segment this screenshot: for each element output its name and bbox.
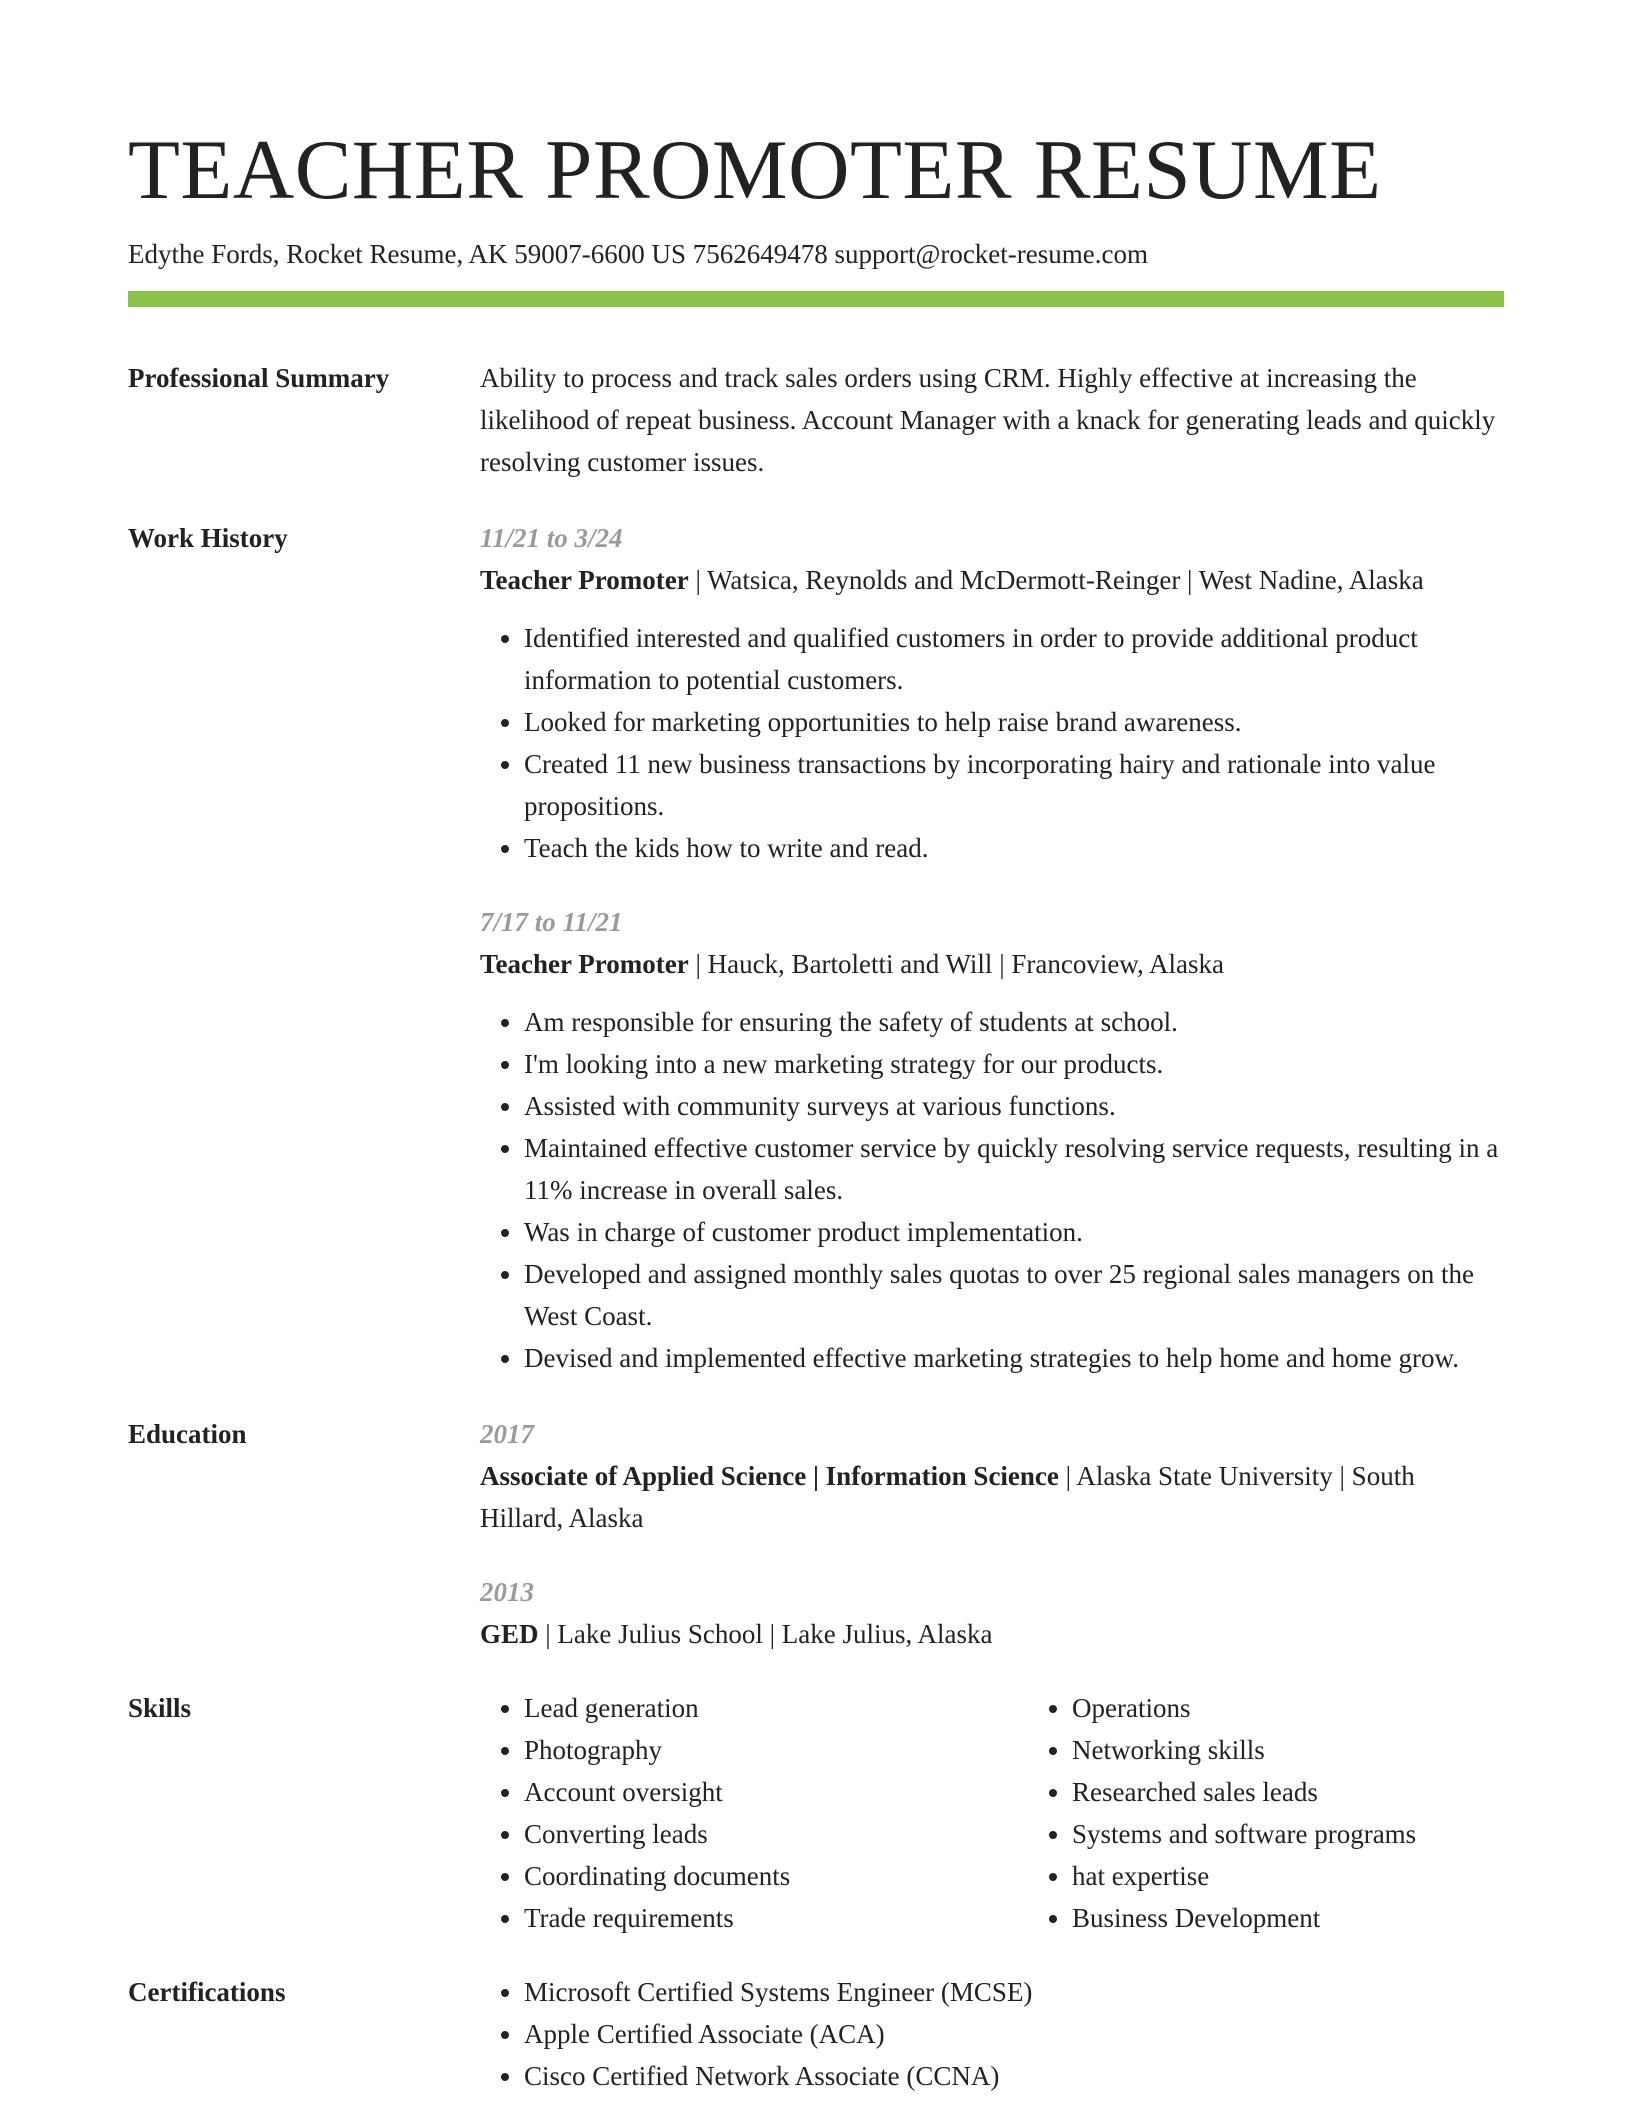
work-history-section xyxy=(128,517,1504,1379)
skill-item: • Coordinating documents xyxy=(524,1855,1028,1897)
header-divider xyxy=(128,291,1504,307)
skills-section xyxy=(128,1687,1504,1939)
job-bullet: • Teach the kids how to write and read. xyxy=(524,827,1504,869)
skills-grid xyxy=(480,1687,1576,1939)
job-title: Teacher Promoter xyxy=(480,949,689,979)
skill-item: • Operations xyxy=(1072,1687,1576,1729)
education-year: 2017 xyxy=(480,1419,534,1449)
job-bullets xyxy=(480,617,1504,869)
education-details: | Alaska State University | South Hillard, Alaska xyxy=(480,1461,1415,1533)
education-year: 2013 xyxy=(480,1577,534,1607)
job-heading xyxy=(480,943,1504,985)
certifications-list xyxy=(480,1971,1504,2097)
job-entry xyxy=(480,517,1504,869)
resume-page xyxy=(128,0,1504,2097)
skill-item: • Trade requirements xyxy=(524,1897,1028,1939)
summary-text: Ability to process and track sales orders using CRM. Highly effective at increasing the likelihood of repeat business. Account Manager with a knack for generating leads and quickly resolving customer issues. xyxy=(480,363,1496,477)
skill-item: • Business Development xyxy=(1072,1897,1576,1939)
education-heading xyxy=(480,1613,1504,1655)
job-bullet: • Devised and implemented effective marketing strategies to help home and home grow. xyxy=(524,1337,1504,1379)
certification-item: • Microsoft Certified Systems Engineer (MCSE) xyxy=(524,1971,1504,2013)
skill-item: • Photography xyxy=(524,1729,1028,1771)
education-entry xyxy=(480,1413,1504,1539)
skill-item: • Converting leads xyxy=(524,1813,1028,1855)
education-section xyxy=(128,1413,1504,1655)
job-dates: 11/21 to 3/24 xyxy=(480,523,623,553)
job-details: | Hauck, Bartoletti and Will | Francoview, Alaska xyxy=(688,949,1225,979)
job-bullet: • Maintained effective customer service by quickly resolving service requests, resulting in a 11% increase in overall sales. xyxy=(524,1127,1504,1211)
skill-item: • Networking skills xyxy=(1072,1729,1576,1771)
education-degree: GED xyxy=(480,1619,539,1649)
certifications-label: Certifications xyxy=(128,1977,286,2007)
job-heading xyxy=(480,559,1504,601)
job-bullet: • Looked for marketing opportunities to help raise brand awareness. xyxy=(524,701,1504,743)
skill-item: • Systems and software programs xyxy=(1072,1813,1576,1855)
education-heading xyxy=(480,1455,1504,1539)
work-history-label: Work History xyxy=(128,523,288,553)
skill-item: • Researched sales leads xyxy=(1072,1771,1576,1813)
job-bullet: • Created 11 new business transactions by incorporating hairy and rationale into value propositions. xyxy=(524,743,1504,827)
certification-item: • Cisco Certified Network Associate (CCNA) xyxy=(524,2055,1504,2097)
contact-line: Edythe Fords, Rocket Resume, AK 59007-6600 US 7562649478 support@rocket-resume.com xyxy=(128,239,1148,269)
skills-list-right xyxy=(1028,1687,1576,1939)
summary-label: Professional Summary xyxy=(128,363,390,393)
job-dates: 7/17 to 11/21 xyxy=(480,907,623,937)
education-details: | Lake Julius School | Lake Julius, Alaska xyxy=(538,1619,993,1649)
job-bullet: • Am responsible for ensuring the safety of students at school. xyxy=(524,1001,1504,1043)
skill-item: • hat expertise xyxy=(1072,1855,1576,1897)
skills-label: Skills xyxy=(128,1693,192,1723)
certification-item: • Apple Certified Associate (ACA) xyxy=(524,2013,1504,2055)
skill-item: • Lead generation xyxy=(524,1687,1028,1729)
resume-title: TEACHER PROMOTER RESUME xyxy=(128,123,1382,217)
job-bullet: • Developed and assigned monthly sales quotas to over 25 regional sales managers on the West Coast. xyxy=(524,1253,1504,1337)
job-bullet: • Was in charge of customer product implementation. xyxy=(524,1211,1504,1253)
certifications-section xyxy=(128,1971,1504,2097)
skill-item: • Account oversight xyxy=(524,1771,1028,1813)
job-bullets xyxy=(480,1001,1504,1379)
job-title: Teacher Promoter xyxy=(480,565,689,595)
summary-section xyxy=(128,357,1504,483)
education-entry xyxy=(480,1571,1504,1655)
job-details: | Watsica, Reynolds and McDermott-Reinger | West Nadine, Alaska xyxy=(688,565,1424,595)
job-bullet: • Identified interested and qualified customers in order to provide additional product information to potential customers. xyxy=(524,617,1504,701)
education-degree: Associate of Applied Science | Information Science xyxy=(480,1461,1059,1491)
job-bullet: • I'm looking into a new marketing strategy for our products. xyxy=(524,1043,1504,1085)
education-label: Education xyxy=(128,1419,247,1449)
skills-list-left xyxy=(480,1687,1028,1939)
job-bullet: • Assisted with community surveys at various functions. xyxy=(524,1085,1504,1127)
job-entry xyxy=(480,901,1504,1379)
